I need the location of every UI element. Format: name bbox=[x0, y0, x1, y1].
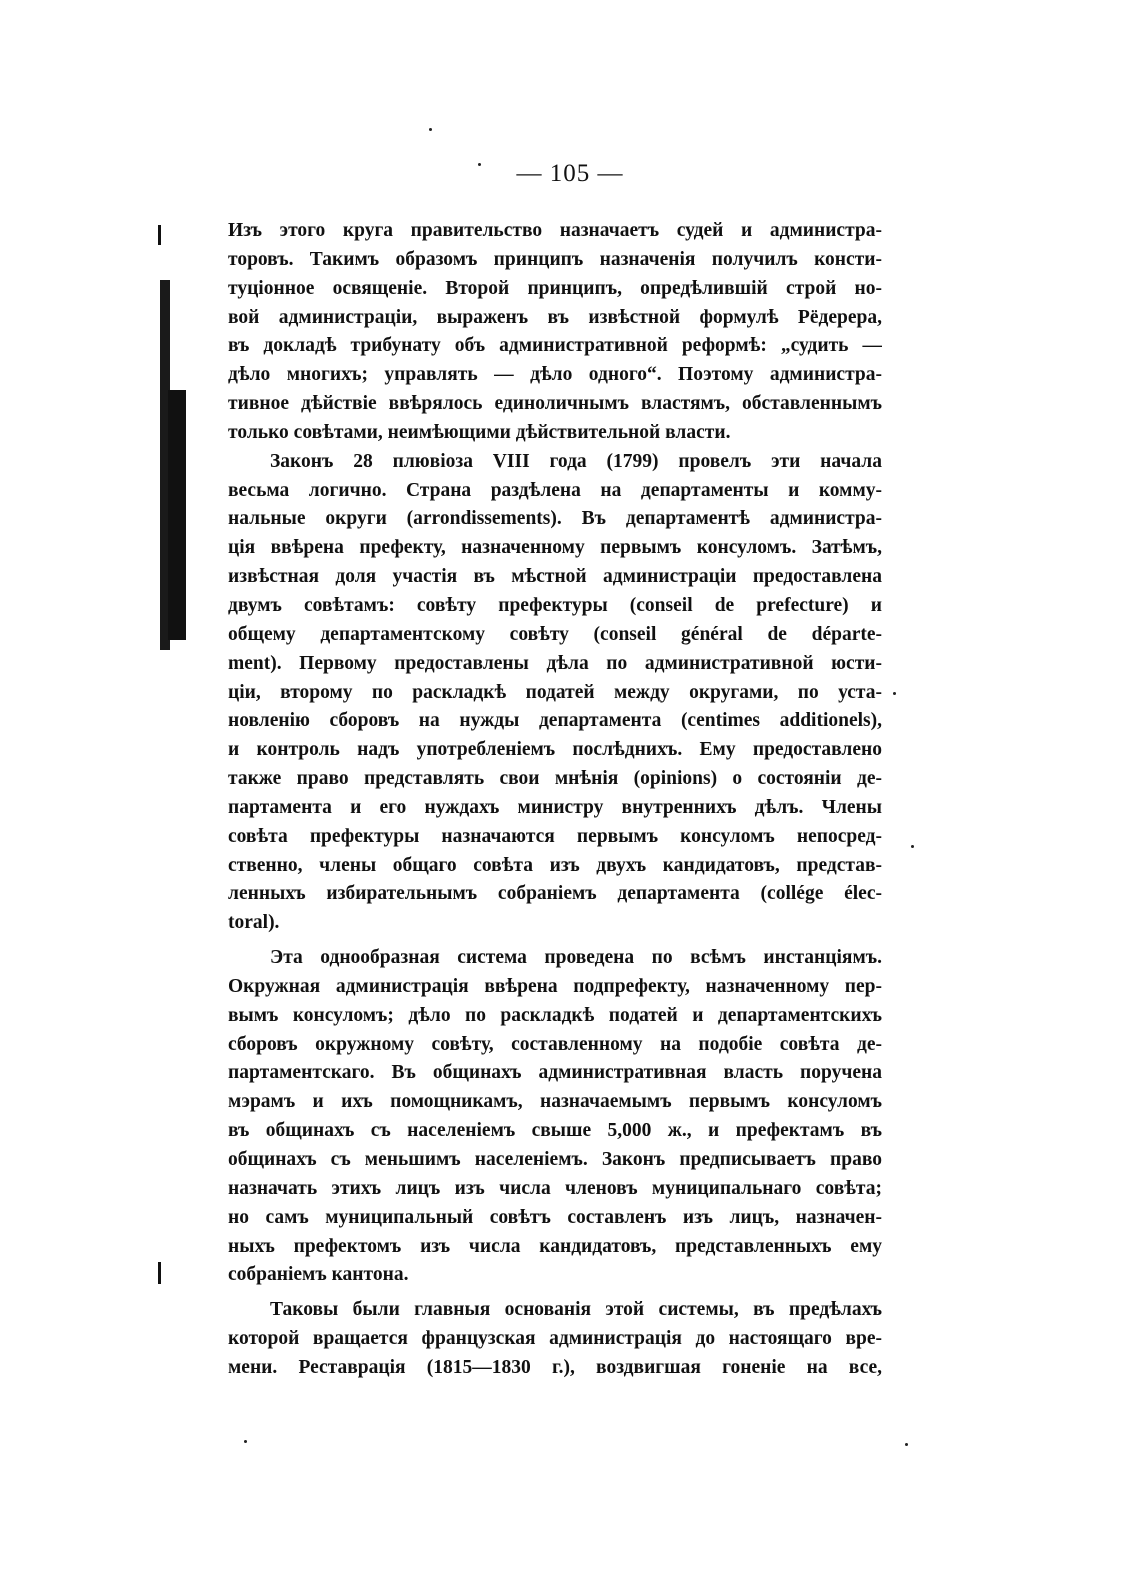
text-line: ныхъ префектомъ изъ числа кандидатовъ, представленныхъ ему bbox=[228, 1235, 882, 1257]
text-line: но самъ муниципальный совѣтъ составленъ изъ лицъ, назначен- bbox=[228, 1206, 882, 1228]
text-line: Эта однообразная система проведена по всѣмъ инстанціямъ. bbox=[270, 947, 882, 969]
scan-margin-artifact bbox=[168, 390, 186, 640]
text-line: Изъ этого круга правительство назначаетъ судей и администра- bbox=[228, 220, 882, 241]
text-line: партамента и его нуждахъ министру внутреннихъ дѣлъ. Члены bbox=[228, 796, 882, 818]
paragraph bbox=[228, 448, 882, 938]
text-line: партаментскаго. Въ общинахъ административная власть поручена bbox=[228, 1062, 882, 1084]
text-line: нальные округи (arrondissements). Въ департаментѣ администра- bbox=[228, 508, 882, 530]
text-line: Таковы были главныя основанія этой системы, въ предѣлахъ bbox=[270, 1299, 882, 1321]
text-line: ція ввѣрена префекту, назначенному первымъ консуломъ. Затѣмъ, bbox=[228, 537, 882, 559]
text-line: ственно, члены общаго совѣта изъ двухъ кандидатовъ, представ- bbox=[228, 854, 882, 876]
text-line: toral). bbox=[228, 912, 280, 934]
text-line: тивное дѣйствіе ввѣрялось единоличнымъ властямъ, обставленнымъ bbox=[228, 393, 882, 415]
text-line: общему департаментскому совѣту (conseil général de départe- bbox=[228, 623, 882, 645]
text-line: ment). Первому предоставлены дѣла по административной юсти- bbox=[228, 652, 882, 674]
text-line: ціи, второму по раскладкѣ податей между округами, по уста- bbox=[228, 681, 882, 703]
text-line: общинахъ съ меньшимъ населеніемъ. Законъ предписываетъ право bbox=[228, 1149, 882, 1170]
text-line: извѣстная доля участія въ мѣстной администраціи предоставлена bbox=[228, 566, 882, 588]
text-line: которой вращается французская администрація до настоящаго вре- bbox=[228, 1328, 882, 1350]
text-line: также право представлять свои мнѣнія (opinions) о состояніи де- bbox=[228, 768, 882, 790]
text-line: въ докладѣ трибунату объ административной реформѣ: „судить — bbox=[228, 335, 882, 357]
text-line: въ общинахъ съ населеніемъ свыше 5,000 ж., и префектамъ въ bbox=[228, 1120, 882, 1142]
paragraph bbox=[228, 1296, 882, 1383]
text-line: Законъ 28 плювіоза VIII года (1799) провелъ эти начала bbox=[270, 450, 882, 472]
scan-dot bbox=[905, 1443, 908, 1446]
scan-dot bbox=[429, 128, 432, 131]
paragraph bbox=[228, 944, 882, 1290]
text-line: мени. Реставрація (1815—1830 г.), воздвигшая гоненіе на все, bbox=[228, 1356, 882, 1378]
page-number: — 105 — bbox=[516, 160, 624, 187]
text-line: совѣта префектуры назначаются первымъ консуломъ непосред- bbox=[228, 825, 882, 847]
scan-dot bbox=[893, 692, 896, 695]
text-line: собраніемъ кантона. bbox=[228, 1264, 409, 1286]
scan-dot bbox=[244, 1440, 247, 1443]
scan-margin-artifact bbox=[158, 1262, 161, 1284]
text-line: новленію сборовъ на нужды департамента (centimes additionels), bbox=[228, 710, 882, 732]
text-line: вымъ консуломъ; дѣло по раскладкѣ податей и департаментскихъ bbox=[228, 1004, 882, 1026]
text-line: Окружная администрація ввѣрена подпрефекту, назначенному пер- bbox=[228, 975, 882, 997]
text-line: торовъ. Такимъ образомъ принципъ назначенія получилъ консти- bbox=[228, 248, 882, 270]
paragraph bbox=[228, 217, 882, 448]
text-line: ленныхъ избирательнымъ собраніемъ департамента (collége élec- bbox=[228, 883, 882, 905]
text-line: весьма логично. Страна раздѣлена на департаменты и комму- bbox=[228, 479, 882, 501]
text-line: дѣло многихъ; управлять — дѣло одного“. Поэтому администра- bbox=[228, 364, 882, 386]
text-line: назначать этихъ лицъ изъ числа членовъ муниципальнаго совѣта; bbox=[228, 1177, 882, 1199]
text-line: только совѣтами, неимѣющими дѣйствительной власти. bbox=[228, 421, 731, 443]
scan-margin-artifact bbox=[158, 225, 161, 245]
text-line: и контроль надъ употребленіемъ послѣднихъ. Ему предоставлено bbox=[228, 739, 882, 761]
text-line: сборовъ окружному совѣту, составленному на подобіе совѣта де- bbox=[228, 1033, 882, 1055]
text-line: туціонное освященіе. Второй принципъ, опредѣлившій строй но- bbox=[228, 277, 882, 299]
text-line: двумъ совѣтамъ: совѣту префектуры (conseil de prefecture) и bbox=[228, 594, 882, 616]
scan-dot bbox=[911, 845, 914, 848]
text-line: мэрамъ и ихъ помощникамъ, назначаемымъ первымъ консуломъ bbox=[228, 1091, 882, 1113]
text-line: вой администраціи, выраженъ въ извѣстной формулѣ Рёдерера, bbox=[228, 306, 882, 328]
body-text bbox=[228, 217, 882, 1383]
